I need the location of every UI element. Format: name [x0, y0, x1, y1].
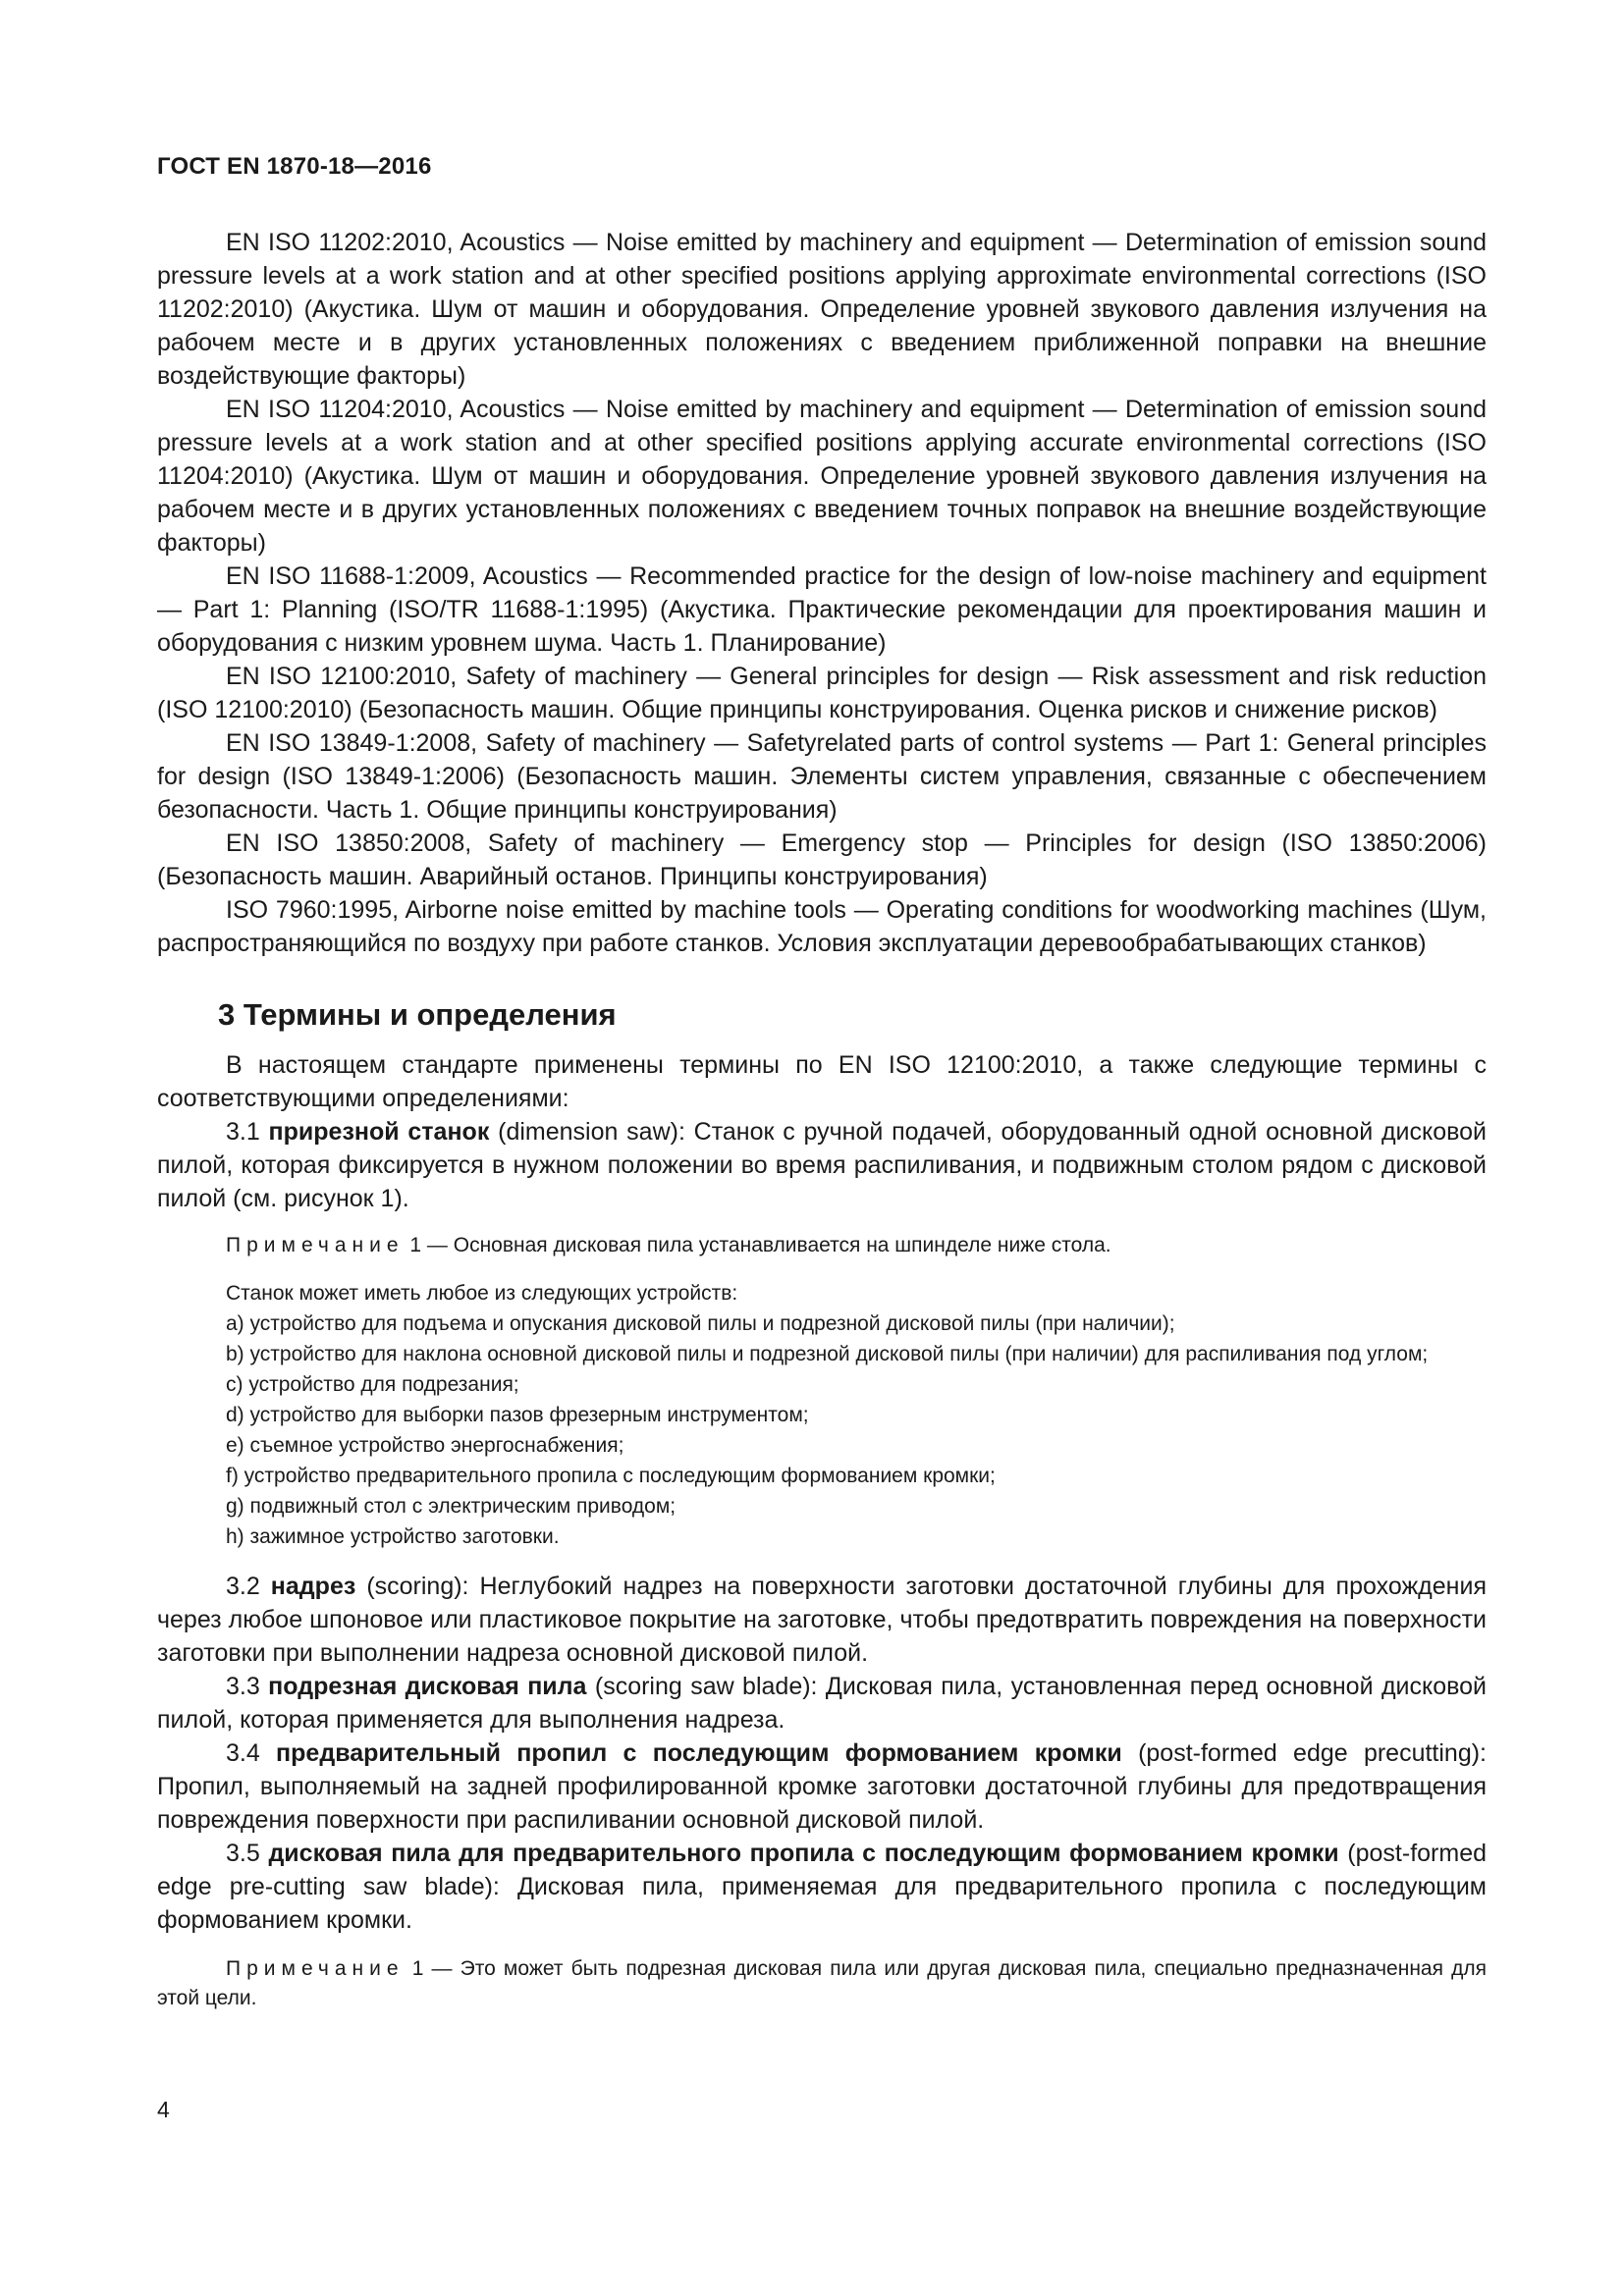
section-intro: В настоящем стандарте применены термины по EN ISO 12100:2010, а также следующие термины с соответствующими определениями:	[157, 1051, 1487, 1112]
term-number: 3.2	[226, 1573, 260, 1600]
term-text: (dimension saw): Станок с ручной подачей, оборудованный одной основной дисковой пилой, которая фиксируется в нужном положении во время распиливания, и подвижным столом рядом с дисковой пилой (см. рисунок 1).	[157, 1118, 1487, 1212]
note-label: Примечание	[226, 1234, 405, 1256]
reference-item: EN ISO 11204:2010, Acoustics — Noise emitted by machinery and equipment — Determination of emission sound pressure levels at a work station and at other specified positions applying accurate environmental corrections (ISO 11204:2010) (Акустика. Шум от машин и оборудования. Определение уровней звукового давления излучения на рабочем месте и в других установленных положениях с введением точных поправок на внешние воздействующие факторы)	[157, 396, 1487, 557]
term-name: дисковая пила для предварительного пропила с последующим формованием кромки	[268, 1840, 1339, 1867]
term-name: подрезная дисковая пила	[268, 1673, 587, 1700]
term-number: 3.1	[226, 1118, 260, 1146]
term-definition	[157, 1570, 1487, 1670]
section-heading: 3 Термины и определения	[218, 997, 617, 1032]
term-number: 3.4	[226, 1739, 260, 1767]
term-definition	[157, 1670, 1487, 1736]
device-item: b) устройство для наклона основной дисковой пилы и подрезной дисковой пилы (при наличии) для распиливания под углом;	[226, 1343, 1429, 1365]
page-number: 4	[157, 2097, 170, 2122]
term-definition	[157, 1115, 1487, 1215]
page-content	[157, 226, 1487, 2013]
term-definition	[157, 1736, 1487, 1837]
document-header: ГОСТ EN 1870-18—2016	[157, 153, 432, 180]
reference-item: ISO 7960:1995, Airborne noise emitted by machine tools — Operating conditions for woodworking machines (Шум, распространяющийся по воздуху при работе станков. Условия эксплуатации деревообрабатывающих станков)	[157, 896, 1487, 957]
term-number: 3.3	[226, 1673, 260, 1700]
device-item: h) зажимное устройство заготовки.	[226, 1525, 560, 1548]
device-item: g) подвижный стол с электрическим приводом;	[226, 1495, 677, 1518]
device-item: a) устройство для подъема и опускания дисковой пилы и подрезной дисковой пилы (при наличии);	[226, 1312, 1175, 1335]
term-text: (post-formed edge precutting): Пропил, выполняемый на задней профилированной кромке заготовки достаточной глубины для предотвращения повреждения поверхности при распиливании основной дисковой пилой.	[157, 1739, 1488, 1834]
devices-intro: Станок может иметь любое из следующих устройств:	[226, 1282, 738, 1305]
note	[157, 1231, 1487, 1260]
device-item: f) устройство предварительного пропила с последующим формованием кромки;	[226, 1465, 996, 1487]
term-definition	[157, 1837, 1487, 1937]
note	[157, 1954, 1487, 2013]
reference-item: EN ISO 11688-1:2009, Acoustics — Recommended practice for the design of low-noise machinery and equipment — Part 1: Planning (ISO/TR 11688-1:1995) (Акустика. Практические рекомендации для проектирования машин и оборудования с низким уровнем шума. Часть 1. Планирование)	[157, 562, 1487, 657]
term-number: 3.5	[226, 1840, 260, 1867]
reference-item: EN ISO 13850:2008, Safety of machinery — Emergency stop — Principles for design (ISO 13850:2006) (Безопасность машин. Аварийный останов. Принципы конструирования)	[157, 829, 1487, 890]
note-text: 1 — Это может быть подрезная дисковая пила или другая дисковая пила, специально предназначенная для этой цели.	[157, 1957, 1487, 2009]
reference-item: EN ISO 12100:2010, Safety of machinery — General principles for design — Risk assessment and risk reduction (ISO 12100:2010) (Безопасность машин. Общие принципы конструирования. Оценка рисков и снижение рисков)	[157, 663, 1487, 723]
device-item: c) устройство для подрезания;	[226, 1373, 519, 1396]
term-name: прирезной станок	[268, 1118, 490, 1146]
note-text: 1 — Основная дисковая пила устанавливается на шпинделе ниже стола.	[409, 1234, 1111, 1256]
note-label: Примечание	[226, 1957, 405, 1980]
term-name: предварительный пропил с последующим формованием кромки	[276, 1739, 1122, 1767]
reference-item: EN ISO 13849-1:2008, Safety of machinery — Safetyrelated parts of control systems — Part 1: General principles for design (ISO 13849-1:2006) (Безопасность машин. Элементы систем управления, связанные с обеспечением безопасности. Часть 1. Общие принципы конструирования)	[157, 729, 1487, 824]
reference-item: EN ISO 11202:2010, Acoustics — Noise emitted by machinery and equipment — Determination of emission sound pressure levels at a work station and at other specified positions applying approximate environmental corrections (ISO 11202:2010) (Акустика. Шум от машин и оборудования. Определение уровней звукового давления излучения на рабочем месте и в других установленных положениях с введением приближенной поправки на внешние воздействующие факторы)	[157, 229, 1487, 390]
device-item: d) устройство для выборки пазов фрезерным инструментом;	[226, 1404, 809, 1426]
term-text: (scoring saw blade): Дисковая пила, установленная перед основной дисковой пилой, которая применяется для выполнения надреза.	[157, 1673, 1487, 1734]
term-text: (scoring): Неглубокий надрез на поверхности заготовки достаточной глубины для прохождения через любое шпоновое или пластиковое покрытие на заготовке, чтобы предотвратить повреждения на поверхности заготовки при выполнении надреза основной дисковой пилой.	[157, 1573, 1487, 1667]
term-name: надрез	[270, 1573, 356, 1600]
term-text: (post-formed edge pre-cutting saw blade): Дисковая пила, применяемая для предварительного пропила с последующим формованием кромки.	[157, 1840, 1488, 1934]
device-item: e) съемное устройство энергоснабжения;	[226, 1434, 624, 1457]
